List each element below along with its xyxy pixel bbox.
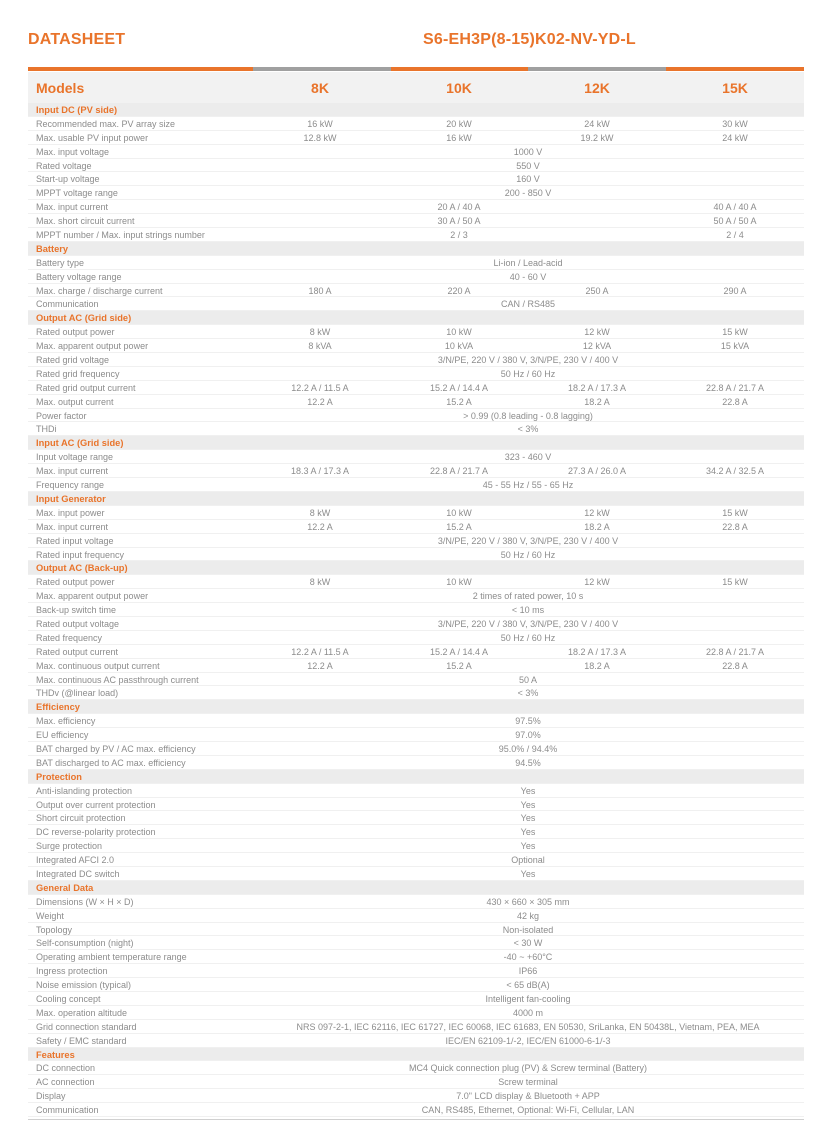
table-row (28, 1075, 804, 1089)
table-row (28, 297, 804, 311)
row-label: Back-up switch time (36, 605, 117, 616)
row-value: 15 kW (722, 577, 748, 588)
header-rule (28, 67, 804, 71)
row-label: THDi (36, 424, 57, 435)
datasheet-title: DATASHEET (28, 31, 126, 48)
table-row (28, 284, 804, 298)
section-title: Protection (36, 771, 82, 782)
row-value: MC4 Quick connection plug (PV) & Screw terminal (Battery) (408, 1063, 648, 1074)
table-row (28, 686, 804, 700)
row-value: Yes (520, 785, 536, 796)
row-label: Max. apparent output power (36, 591, 149, 602)
row-value: > 0.99 (0.8 leading - 0.8 lagging) (463, 410, 593, 421)
row-value: 250 A (585, 285, 609, 296)
table-row (28, 798, 804, 812)
row-value: Yes (520, 827, 536, 838)
row-label: Short circuit protection (36, 813, 126, 824)
section-header (28, 311, 804, 325)
row-value: 12.2 A (307, 396, 333, 407)
table-row (28, 714, 804, 728)
row-value: 22.8 A (722, 396, 748, 407)
model-series-title: S6-EH3P(8-15)K02-NV-YD-L (423, 31, 636, 48)
row-label: Max. operation altitude (36, 1007, 128, 1018)
table-row (28, 1020, 804, 1034)
row-value: 50 Hz / 60 Hz (500, 549, 556, 560)
row-label: Max. efficiency (36, 716, 96, 727)
table-row (28, 978, 804, 992)
row-label: Input voltage range (36, 452, 114, 463)
row-value: Yes (520, 799, 536, 810)
table-row (28, 117, 804, 131)
row-value: 22.8 A / 21.7 A (429, 466, 489, 477)
section-header (28, 770, 804, 784)
section-title: Features (36, 1049, 75, 1060)
row-value: 22.8 A / 21.7 A (705, 646, 765, 657)
table-row (28, 839, 804, 853)
table-row (28, 1006, 804, 1020)
section-title: Battery (36, 243, 69, 254)
row-label: Max. charge / discharge current (36, 285, 163, 296)
row-label: Integrated AFCI 2.0 (36, 855, 115, 866)
row-value: 10 kW (446, 507, 472, 518)
row-value: 8 kW (309, 507, 331, 518)
row-value: CAN, RS485, Ethernet, Optional: Wi-Fi, Cellular, LAN (421, 1105, 635, 1116)
row-value: 95.0% / 94.4% (498, 743, 558, 754)
section-title: General Data (36, 882, 94, 893)
row-value: 24 kW (722, 132, 748, 143)
row-value: Intelligent fan-cooling (485, 994, 571, 1004)
row-value: 12 kVA (582, 341, 612, 352)
row-value: Yes (520, 841, 536, 852)
row-label: Rated input voltage (36, 535, 114, 546)
row-label: Display (36, 1091, 66, 1102)
table-row (28, 534, 804, 548)
table-row (28, 548, 804, 562)
table-row (28, 950, 804, 964)
table-row (28, 756, 804, 770)
row-value: 20 kW (446, 118, 472, 129)
section-header (28, 436, 804, 450)
row-value: 18.2 A / 17.3 A (567, 382, 627, 393)
row-label: AC connection (36, 1077, 95, 1088)
model-12k: 12K (584, 80, 610, 96)
row-value: 4000 m (512, 1007, 544, 1018)
table-row (28, 923, 804, 937)
section-header (28, 492, 804, 506)
row-value: 15 kW (722, 507, 748, 518)
row-value: 27.3 A / 26.0 A (567, 466, 627, 477)
table-row (28, 964, 804, 978)
row-value: 3/N/PE, 220 V / 380 V, 3/N/PE, 230 V / 400 V (437, 618, 619, 629)
row-label: Battery voltage range (36, 271, 122, 282)
models-label: Models (36, 80, 85, 96)
table-row (28, 214, 804, 228)
table-row (28, 742, 804, 756)
row-label: Rated grid frequency (36, 368, 120, 379)
row-label: Max. input voltage (36, 146, 110, 157)
row-label: Rated voltage (36, 160, 92, 171)
row-value: NRS 097-2-1, IEC 62116, IEC 61727, IEC 60068, IEC 61683, EN 50530, SriLanka, EN 50438L, Vietnam, PEA, MEA (296, 1021, 760, 1032)
table-row (28, 186, 804, 200)
row-label: Max. usable PV input power (36, 132, 149, 143)
row-value: 15 kVA (720, 341, 750, 352)
row-label: Rated output current (36, 646, 119, 657)
table-row (28, 395, 804, 409)
table-row (28, 575, 804, 589)
row-value: < 10 ms (511, 605, 545, 616)
row-value: 180 A (308, 285, 332, 296)
table-row (28, 450, 804, 464)
row-value: 20 A / 40 A (437, 202, 481, 213)
table-bottom-rule (28, 1119, 804, 1120)
row-value: 2 / 3 (450, 230, 468, 241)
table-row (28, 895, 804, 909)
row-value: 12.2 A (307, 521, 333, 532)
table-row (28, 367, 804, 381)
table-row (28, 1061, 804, 1075)
table-row (28, 464, 804, 478)
row-label: Rated grid output current (36, 382, 136, 393)
row-label: Rated output voltage (36, 618, 120, 629)
row-value: 50 Hz / 60 Hz (500, 632, 556, 643)
row-label: MPPT number / Max. input strings number (36, 230, 205, 241)
row-label: THDv (@linear load) (36, 688, 119, 699)
row-value: 200 - 850 V (504, 188, 552, 199)
row-value: 34.2 A / 32.5 A (705, 466, 765, 477)
row-label: BAT charged by PV / AC max. efficiency (36, 743, 196, 754)
row-value: 8 kW (309, 577, 331, 588)
row-value: 22.8 A / 21.7 A (705, 382, 765, 393)
table-row (28, 159, 804, 173)
row-label: Rated input frequency (36, 549, 125, 560)
table-row (28, 381, 804, 395)
row-value: 8 kVA (308, 341, 332, 352)
table-row (28, 520, 804, 534)
row-label: Self-consumption (night) (36, 938, 134, 949)
section-header (28, 561, 804, 575)
row-value: 30 kW (722, 118, 748, 129)
row-value: 12.2 A / 11.5 A (291, 382, 349, 393)
row-value: 50 A / 50 A (713, 216, 757, 227)
table-row (28, 645, 804, 659)
row-value: 50 A (518, 674, 538, 685)
table-row (28, 631, 804, 645)
row-label: Max. apparent output power (36, 341, 149, 352)
row-value: Non-isolated (502, 924, 554, 935)
row-label: Max. input current (36, 521, 109, 532)
row-label: Noise emission (typical) (36, 980, 132, 991)
table-row (28, 936, 804, 950)
row-label: Max. continuous AC passthrough current (36, 674, 199, 685)
row-value: 15.2 A (446, 521, 472, 532)
row-value: 550 V (516, 160, 540, 171)
row-value: 10 kVA (444, 341, 474, 352)
table-row (28, 131, 804, 145)
row-value: 15 kW (722, 327, 748, 338)
table-row (28, 506, 804, 520)
row-value: 1000 V (513, 146, 543, 157)
row-value: 18.2 A (584, 521, 610, 532)
row-label: Surge protection (36, 841, 103, 852)
row-label: Recommended max. PV array size (36, 118, 176, 129)
row-label: Battery type (36, 257, 85, 268)
row-value: 16 kW (446, 132, 472, 143)
row-value: 97.5% (515, 716, 541, 727)
row-label: Output over current protection (36, 799, 156, 810)
row-value: 323 - 460 V (504, 452, 552, 463)
section-header (28, 700, 804, 714)
row-value: 15.2 A (446, 660, 472, 671)
row-label: DC connection (36, 1063, 96, 1074)
row-label: Communication (36, 299, 99, 310)
table-row (28, 853, 804, 867)
row-value: 290 A (723, 285, 747, 296)
table-row (28, 270, 804, 284)
section-title: Output AC (Grid side) (36, 313, 132, 324)
row-value: Yes (520, 868, 536, 879)
row-value: 18.2 A (584, 660, 610, 671)
row-label: Communication (36, 1105, 99, 1116)
section-header (28, 881, 804, 895)
row-label: BAT discharged to AC max. efficiency (36, 757, 186, 768)
row-label: Rated frequency (36, 632, 103, 643)
model-15k: 15K (722, 80, 748, 96)
row-value: 18.2 A (584, 396, 610, 407)
table-row (28, 339, 804, 353)
row-label: Power factor (36, 410, 87, 421)
table-row (28, 659, 804, 673)
row-label: Anti-islanding protection (36, 785, 133, 796)
table-row (28, 673, 804, 687)
row-value: 97.0% (515, 730, 541, 741)
row-value: 160 V (516, 174, 540, 185)
row-label: DC reverse-polarity protection (36, 827, 156, 838)
row-value: IEC/EN 62109-1/-2, IEC/EN 61000-6-1/-3 (445, 1035, 611, 1046)
row-label: Frequency range (36, 480, 105, 491)
row-value: 3/N/PE, 220 V / 380 V, 3/N/PE, 230 V / 400 V (437, 535, 619, 546)
table-row (28, 478, 804, 492)
row-value: 15.2 A / 14.4 A (429, 646, 489, 657)
row-value: 8 kW (309, 327, 331, 338)
row-value: 19.2 kW (580, 132, 614, 143)
row-label: Dimensions (W × H × D) (36, 896, 134, 907)
row-value: 12 kW (584, 507, 610, 518)
row-value: Yes (520, 813, 536, 824)
section-header (28, 1048, 804, 1062)
table-row (28, 617, 804, 631)
row-label: Operating ambient temperature range (36, 952, 187, 963)
table-row (28, 1034, 804, 1048)
row-label: Topology (36, 924, 73, 935)
row-value: 12.2 A (307, 660, 333, 671)
row-value: 2 times of rated power, 10 s (472, 591, 584, 602)
table-row (28, 172, 804, 186)
row-label: Max. input power (36, 507, 105, 518)
row-value: 10 kW (446, 327, 472, 338)
row-label: Grid connection standard (36, 1021, 137, 1032)
table-row (28, 1089, 804, 1103)
table-row (28, 228, 804, 242)
row-value: 15.2 A / 14.4 A (429, 382, 489, 393)
table-row (28, 145, 804, 159)
row-value: < 30 W (513, 938, 543, 949)
section-title: Input AC (Grid side) (36, 438, 124, 449)
row-label: MPPT voltage range (36, 188, 118, 199)
row-value: 24 kW (584, 118, 610, 129)
table-row (28, 909, 804, 923)
section-title: Input DC (PV side) (36, 105, 118, 115)
row-value: 15.2 A (446, 396, 472, 407)
row-value: 12.2 A / 11.5 A (291, 646, 349, 657)
row-label: Max. short circuit current (36, 216, 135, 227)
row-label: Max. continuous output current (36, 660, 160, 671)
row-value: 2 / 4 (726, 230, 744, 241)
table-row (28, 825, 804, 839)
row-value: 7.0" LCD display & Bluetooth + APP (456, 1091, 600, 1102)
section-title: Input Generator (36, 493, 106, 504)
table-row (28, 200, 804, 214)
row-value: < 65 dB(A) (506, 980, 550, 991)
table-row (28, 728, 804, 742)
row-value: Li-ion / Lead-acid (493, 257, 563, 268)
row-value: 40 A / 40 A (713, 202, 757, 213)
row-label: Rated output power (36, 327, 115, 338)
row-value: < 3% (517, 424, 539, 435)
row-value: 42 kg (516, 910, 540, 921)
row-value: 30 A / 50 A (437, 216, 481, 227)
table-row (28, 325, 804, 339)
row-value: 18.3 A / 17.3 A (290, 466, 350, 477)
section-title: Output AC (Back-up) (36, 563, 128, 574)
table-row (28, 353, 804, 367)
row-value: 50 Hz / 60 Hz (500, 368, 556, 379)
row-label: Weight (36, 910, 64, 921)
row-value: IP66 (518, 966, 538, 977)
table-row (28, 422, 804, 436)
section-header (28, 242, 804, 256)
table-row (28, 992, 804, 1006)
row-value: 12 kW (584, 577, 610, 588)
row-label: Safety / EMC standard (36, 1035, 127, 1046)
row-value: -40 ~ +60°C (503, 952, 553, 963)
model-10k: 10K (446, 80, 472, 96)
table-row (28, 811, 804, 825)
row-label: Max. input current (36, 466, 109, 477)
row-value: < 3% (517, 688, 539, 699)
row-value: Optional (511, 855, 545, 866)
row-value: 220 A (447, 285, 471, 296)
table-row (28, 784, 804, 798)
models-header-row (28, 72, 804, 103)
row-value: 22.8 A (722, 660, 748, 671)
table-row (28, 589, 804, 603)
table-row (28, 867, 804, 881)
row-value: 10 kW (446, 577, 472, 588)
row-value: CAN / RS485 (500, 299, 556, 310)
row-value: 430 × 660 × 305 mm (486, 896, 570, 907)
section-header (28, 103, 804, 117)
row-label: Start-up voltage (36, 174, 100, 185)
row-value: 40 - 60 V (509, 271, 547, 282)
table-row (28, 256, 804, 270)
section-title: Efficiency (36, 702, 80, 713)
row-label: EU efficiency (36, 730, 89, 741)
row-label: Ingress protection (36, 966, 108, 977)
row-value: 16 kW (307, 118, 333, 129)
row-value: 45 - 55 Hz / 55 - 65 Hz (482, 480, 574, 491)
table-row (28, 603, 804, 617)
row-value: 12 kW (584, 327, 610, 338)
row-label: Rated output power (36, 577, 115, 588)
model-8k: 8K (311, 80, 329, 96)
row-value: 3/N/PE, 220 V / 380 V, 3/N/PE, 230 V / 400 V (437, 355, 619, 366)
row-label: Max. output current (36, 396, 114, 407)
row-value: 94.5% (515, 757, 541, 768)
row-value: 22.8 A (722, 521, 748, 532)
spec-table (28, 103, 804, 1117)
table-row (28, 1103, 804, 1117)
row-label: Cooling concept (36, 994, 101, 1004)
row-value: 12.8 kW (303, 132, 337, 143)
row-value: Screw terminal (498, 1077, 558, 1088)
row-label: Integrated DC switch (36, 868, 120, 879)
row-label: Rated grid voltage (36, 355, 110, 366)
table-row (28, 409, 804, 423)
row-label: Max. input current (36, 202, 109, 213)
row-value: 18.2 A / 17.3 A (567, 646, 627, 657)
